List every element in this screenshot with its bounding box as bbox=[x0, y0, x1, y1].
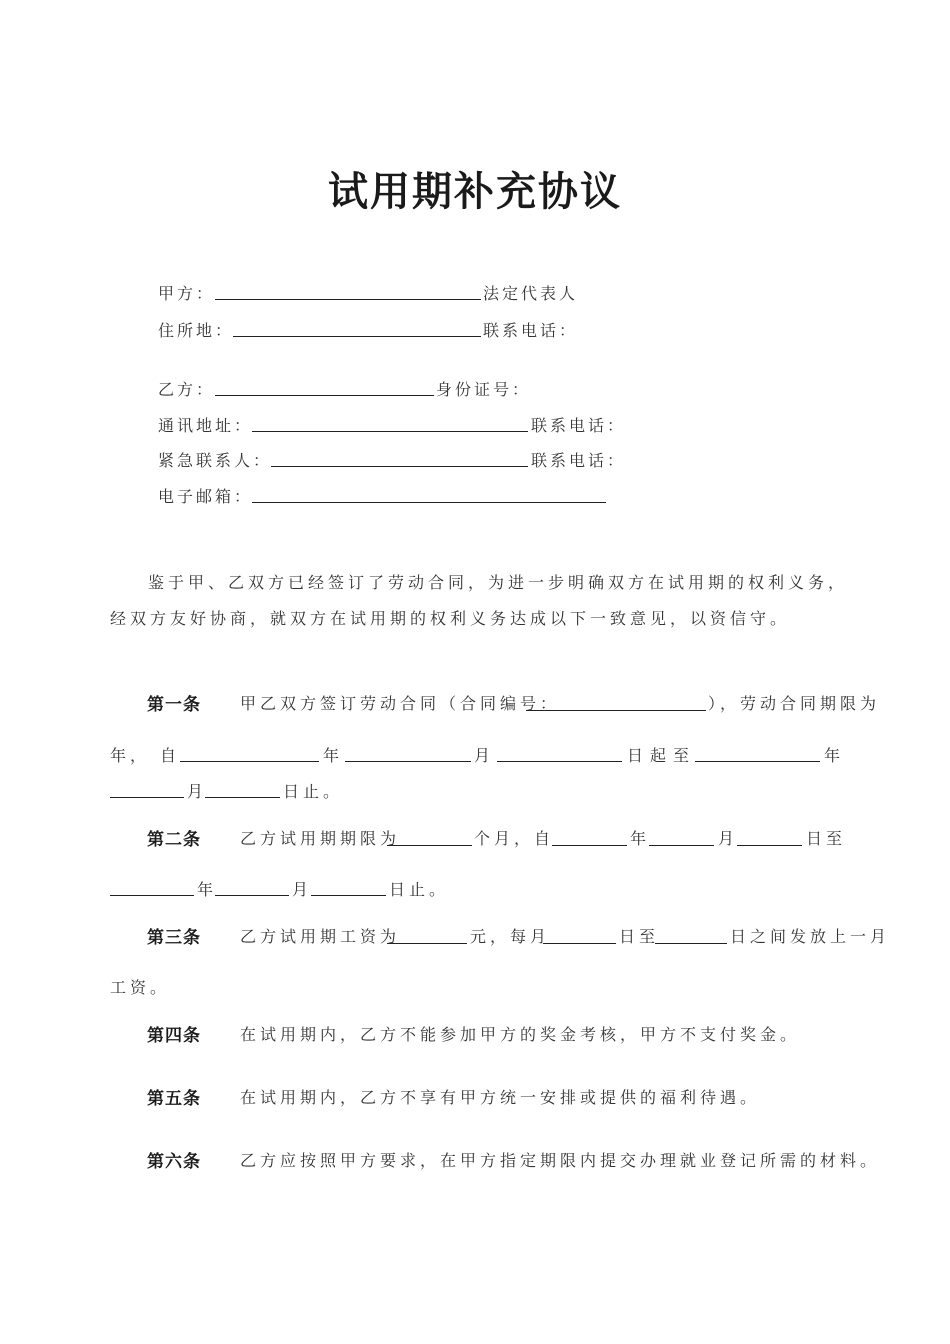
contract-number-blank[interactable] bbox=[526, 710, 706, 711]
a1-word-qi: 起 bbox=[650, 746, 671, 765]
party-a-address-blank[interactable] bbox=[233, 336, 481, 337]
a1-start-year-blank[interactable] bbox=[180, 761, 319, 762]
article-4-heading: 第四条 bbox=[147, 1026, 201, 1046]
a1-word-zhi: 至 bbox=[673, 746, 694, 765]
article-6-heading: 第六条 bbox=[147, 1152, 201, 1172]
a2-word-geyue: 个月，自 bbox=[474, 829, 555, 848]
preamble-line-2: 经双方友好协商，就双方在试用期的权利义务达成以下一致意见，以资信守。 bbox=[110, 609, 791, 628]
a1-word-ri: 日 bbox=[627, 746, 648, 765]
a2-word-yue-2: 月 bbox=[292, 880, 313, 899]
a2-end-day-blank[interactable] bbox=[311, 895, 386, 896]
a1-word-yue-2: 月 bbox=[187, 782, 208, 801]
a3-word-tail: 日之间发放上一月 bbox=[730, 927, 891, 946]
party-b-phone-label: 联系电话： bbox=[531, 416, 627, 435]
party-b-label: 乙方： bbox=[158, 380, 216, 399]
a2-start-day-blank[interactable] bbox=[737, 845, 802, 846]
a2-months-blank[interactable] bbox=[387, 845, 472, 846]
a3-salary-blank[interactable] bbox=[387, 943, 467, 944]
party-a-phone-label: 联系电话： bbox=[483, 321, 579, 340]
a1-word-nian-2: 年 bbox=[323, 746, 344, 765]
a2-word-nian: 年 bbox=[630, 829, 651, 848]
party-b-id-label: 身份证号： bbox=[436, 380, 532, 399]
party-a-blank[interactable] bbox=[215, 299, 481, 300]
a1-start-day-blank[interactable] bbox=[497, 761, 622, 762]
a1-word-zi: 自 bbox=[160, 746, 181, 765]
article-1-heading: 第一条 bbox=[147, 695, 201, 715]
a2-word-nian-2: 年 bbox=[197, 880, 218, 899]
article-3-text-1: 乙方试用期工资为 bbox=[240, 927, 401, 946]
a2-end-year-blank[interactable] bbox=[110, 895, 194, 896]
a3-word-yuan: 元，每月 bbox=[470, 927, 551, 946]
party-b-mail-blank[interactable] bbox=[252, 431, 528, 432]
party-a-rep-label: 法定代表人 bbox=[483, 284, 579, 303]
article-5-heading: 第五条 bbox=[147, 1089, 201, 1109]
preamble-line-1: 鉴于甲、乙双方已经签订了劳动合同，为进一步明确双方在试用期的权利义务， bbox=[148, 573, 849, 592]
a2-start-year-blank[interactable] bbox=[552, 845, 627, 846]
party-b-email-blank[interactable] bbox=[252, 502, 606, 503]
party-b-email-label: 电子邮箱： bbox=[158, 487, 254, 506]
party-b-phone-label-2: 联系电话： bbox=[531, 451, 627, 470]
article-2-heading: 第二条 bbox=[147, 830, 201, 850]
party-a-address-label: 住所地： bbox=[158, 321, 235, 340]
article-1-text-1: 甲乙双方签订劳动合同（合同编号： bbox=[240, 694, 561, 713]
a3-pay-start-blank[interactable] bbox=[543, 943, 616, 944]
party-b-emergency-blank[interactable] bbox=[271, 466, 528, 467]
a1-word-nian-3: 年 bbox=[824, 746, 845, 765]
party-b-emergency-label: 紧急联系人： bbox=[158, 451, 273, 470]
party-b-mail-label: 通讯地址： bbox=[158, 416, 254, 435]
a1-end-year-blank[interactable] bbox=[695, 761, 820, 762]
a1-word-nian: 年， bbox=[110, 746, 151, 765]
article-6-text: 乙方应按照甲方要求，在甲方指定期限内提交办理就业登记所需的材料。 bbox=[240, 1151, 881, 1170]
a2-end-month-blank[interactable] bbox=[215, 895, 289, 896]
a1-word-rizhi: 日止。 bbox=[283, 782, 344, 801]
article-2-text-1: 乙方试用期期限为 bbox=[240, 829, 401, 848]
article-5-text: 在试用期内，乙方不享有甲方统一安排或提供的福利待遇。 bbox=[240, 1088, 761, 1107]
party-b-blank[interactable] bbox=[215, 395, 434, 396]
a1-end-month-blank[interactable] bbox=[110, 797, 184, 798]
article-3-heading: 第三条 bbox=[147, 928, 201, 948]
a1-start-month-blank[interactable] bbox=[345, 761, 471, 762]
a1-word-yue: 月 bbox=[474, 746, 495, 765]
document-title: 试用期补充协议 bbox=[328, 169, 622, 215]
article-4-text: 在试用期内，乙方不能参加甲方的奖金考核，甲方不支付奖金。 bbox=[240, 1025, 801, 1044]
a2-word-yue: 月 bbox=[718, 829, 739, 848]
a2-word-rizhi: 日至 bbox=[806, 829, 847, 848]
a3-word-rizhi: 日至 bbox=[619, 927, 660, 946]
a3-word-cont: 工资。 bbox=[110, 978, 171, 997]
a2-word-rizhi-2: 日止。 bbox=[389, 880, 450, 899]
article-1-text-2: ），劳动合同期限为 bbox=[708, 694, 881, 713]
party-a-label: 甲方： bbox=[158, 284, 216, 303]
a2-start-month-blank[interactable] bbox=[649, 845, 714, 846]
a3-pay-end-blank[interactable] bbox=[655, 943, 727, 944]
a1-end-day-blank[interactable] bbox=[205, 797, 280, 798]
